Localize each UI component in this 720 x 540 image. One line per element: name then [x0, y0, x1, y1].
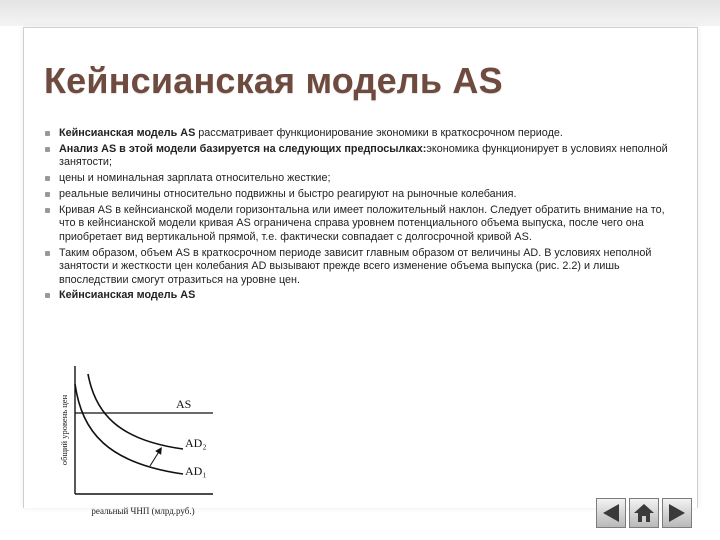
ad2-label: AD₂ [185, 436, 207, 450]
y-axis-label: общий уровень цен [59, 394, 69, 466]
bullet-text: Таким образом, объем AS в краткосрочном периоде зависит главным образом от величины AD. В условиях неполной занятости и жесткости цен колебания AD вызывают прежде всего изменение объема выпуска (рис. 2.2) и лишь впоследствии смогут отразиться на уровне цен. [59, 246, 652, 286]
ad2-curve [88, 374, 183, 449]
slide-navigation [596, 498, 694, 532]
bullet-text: цены и номинальная зарплата относительно жесткие; [59, 172, 331, 185]
next-arrow-icon [663, 499, 691, 527]
bullet-item [44, 247, 684, 287]
bullet-text: экономика функционирует в условиях неполной занятости; [59, 142, 668, 169]
slide-title: Кейнсианская модель AS [44, 60, 503, 101]
next-slide-button[interactable] [662, 498, 692, 528]
bullet-item [44, 143, 684, 170]
ad1-label: AD₁ [185, 464, 207, 478]
bullet-item [44, 289, 684, 302]
bullet-bold: Анализ AS в этой модели базируется на следующих предпосылках: [59, 142, 427, 155]
bullet-text: реальные величины относительно подвижны и быстро реагируют на рыночные колебания. [59, 188, 517, 201]
prev-slide-button[interactable] [596, 498, 626, 528]
bullet-bold: Кейнсианская модель AS [59, 289, 196, 302]
top-band [0, 0, 720, 26]
bullet-item [44, 204, 684, 244]
shift-arrow [150, 450, 160, 466]
x-axis-label: реальный ЧНП (млрд.руб.) [91, 506, 195, 516]
ad1-curve [75, 384, 183, 474]
bullet-text: Кривая AS в кейнсианской модели горизонтальна или имеет положительный наклон. Следует обратить внимание на то, что в кейнсианской модели кривая AS ограничена справа уровнем потенциального объема выпуска, после чего она приобретает вид вертикальной прямой, т.е. фактически совпадает с долгосрочной кривой AS. [59, 204, 665, 243]
as-ad-chart [55, 362, 245, 530]
as-label: AS [176, 397, 192, 411]
prev-arrow-icon [597, 499, 625, 527]
bullet-list [44, 127, 684, 305]
bullet-item [44, 127, 684, 140]
home-button[interactable] [629, 498, 659, 528]
home-icon [630, 499, 658, 527]
bullet-item [44, 172, 684, 185]
bullet-text: рассматривает функционирование экономики в краткосрочном периоде. [195, 127, 563, 139]
bullet-item [44, 188, 684, 201]
bullet-bold: Кейнсианская модель AS [59, 127, 196, 139]
